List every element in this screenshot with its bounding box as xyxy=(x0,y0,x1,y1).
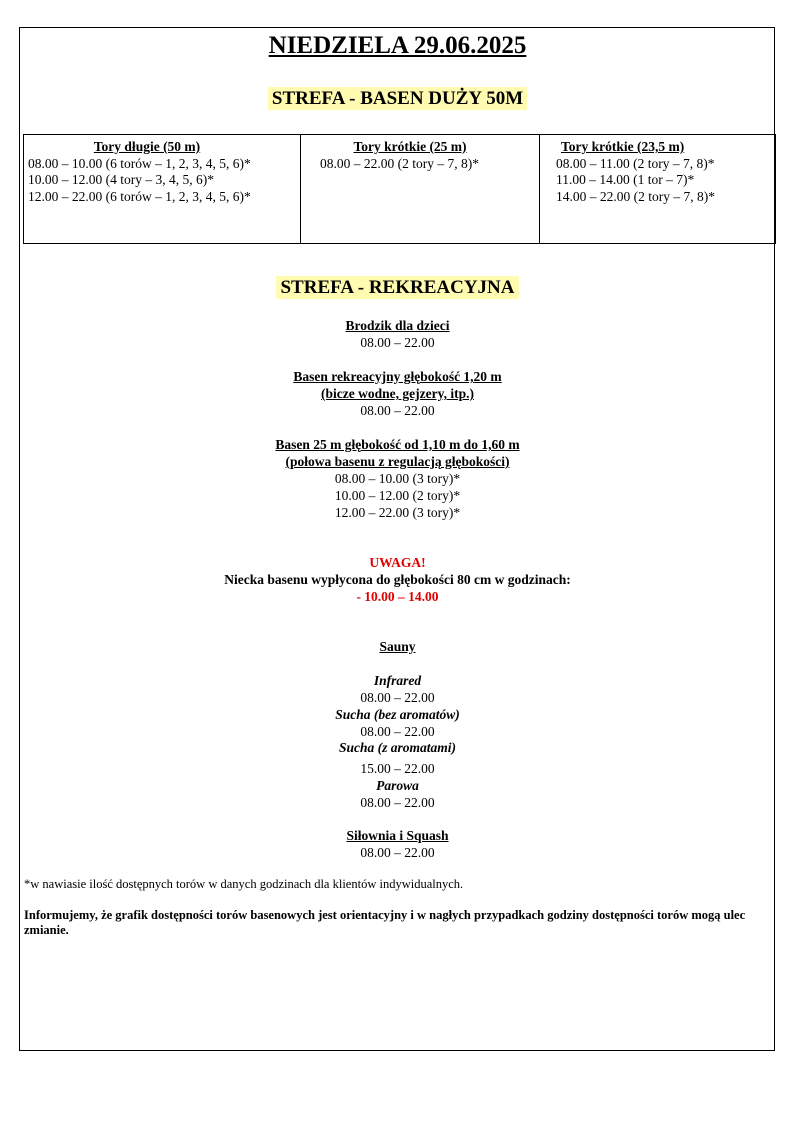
zone-basen-label: STREFA - BASEN DUŻY 50M xyxy=(268,87,527,110)
rekreacyjny-section xyxy=(0,368,795,419)
basen25-row: 10.00 – 12.00 (2 tory)* xyxy=(334,488,461,503)
basen25-subtitle: (połowa basenu z regulacją głębokości) xyxy=(285,454,510,469)
brodzik-hours: 08.00 – 22.00 xyxy=(360,335,435,350)
uwaga-section xyxy=(0,554,795,605)
lanes-header: Tory długie (50 m) xyxy=(93,139,201,154)
uwaga-hours: - 10.00 – 14.00 xyxy=(356,589,439,604)
sauny-title: Sauny xyxy=(379,639,416,654)
brodzik-section xyxy=(0,317,795,351)
lanes-header: Tory krótkie (25 m) xyxy=(353,139,467,154)
lane-row: 12.00 – 22.00 (6 torów – 1, 2, 3, 4, 5, 6)* xyxy=(28,188,251,204)
sauna-hours: 08.00 – 22.00 xyxy=(360,724,435,739)
sauna-infrared xyxy=(0,672,795,706)
sauna-name: Sucha (z aromatami) xyxy=(338,740,457,755)
silownia-section xyxy=(0,827,795,861)
lane-row: 08.00 – 11.00 (2 tory – 7, 8)* xyxy=(556,155,715,171)
sauna-hours: 08.00 – 22.00 xyxy=(360,690,435,705)
table-row xyxy=(24,135,776,244)
sauna-name: Parowa xyxy=(376,778,419,793)
silownia-hours: 08.00 – 22.00 xyxy=(360,845,435,860)
page-title: NIEDZIELA 29.06.2025 xyxy=(268,32,527,59)
lane-row: 14.00 – 22.00 (2 tory – 7, 8)* xyxy=(556,188,715,204)
info-note: Informujemy, że grafik dostępności torów basenowych jest orientacyjny i w nagłych przypadkach godziny dostępności torów mogą ulec zmianie. xyxy=(24,908,746,937)
lane-row: 08.00 – 22.00 (2 tory – 7, 8)* xyxy=(320,155,479,171)
rekreacyjny-subtitle: (bicze wodne, gejzery, itp.) xyxy=(321,386,474,401)
basen25-row: 08.00 – 10.00 (3 tory)* xyxy=(334,471,461,486)
sauna-sucha-bez xyxy=(0,706,795,740)
basen25-row: 12.00 – 22.00 (3 tory)* xyxy=(334,505,461,520)
basen25-section xyxy=(0,436,795,521)
lane-row: 10.00 – 12.00 (4 tory – 3, 4, 5, 6)* xyxy=(28,172,214,187)
footnote: *w nawiasie ilość dostępnych torów w danych godzinach dla klientów indywidualnych. xyxy=(24,877,464,891)
lanes-cell-long xyxy=(24,135,301,244)
brodzik-title: Brodzik dla dzieci xyxy=(345,318,450,333)
rekreacyjny-hours: 08.00 – 22.00 xyxy=(360,403,435,418)
sauna-hours: 15.00 – 22.00 xyxy=(360,761,435,776)
sauna-sucha-z xyxy=(0,739,795,777)
lanes-cell-short25 xyxy=(301,135,540,244)
zone-basen-heading xyxy=(0,87,795,111)
basen25-title: Basen 25 m głębokość od 1,10 m do 1,60 m xyxy=(275,437,520,452)
rekreacyjny-title: Basen rekreacyjny głębokość 1,20 m xyxy=(293,369,502,384)
sauny-section xyxy=(0,638,795,655)
zone-rekreacyjna-heading xyxy=(0,276,795,300)
lanes-cell-short235 xyxy=(540,135,776,244)
sauna-hours: 08.00 – 22.00 xyxy=(360,795,435,810)
lanes-table xyxy=(23,134,776,244)
silownia-title: Siłownia i Squash xyxy=(346,828,449,843)
lane-row: 08.00 – 10.00 (6 torów – 1, 2, 3, 4, 5, 6)* xyxy=(28,155,251,171)
sauna-name: Infrared xyxy=(373,673,422,688)
zone-rekreacyjna-label: STREFA - REKREACYJNA xyxy=(276,276,518,299)
lanes-header: Tory krótkie (23,5 m) xyxy=(561,139,685,154)
sauna-parowa xyxy=(0,777,795,811)
uwaga-text: Niecka basenu wypłycona do głębokości 80 cm w godzinach: xyxy=(224,572,571,587)
lane-row: 11.00 – 14.00 (1 tor – 7)* xyxy=(556,172,695,187)
sauna-name: Sucha (bez aromatów) xyxy=(335,707,460,722)
uwaga-label: UWAGA! xyxy=(369,555,426,570)
